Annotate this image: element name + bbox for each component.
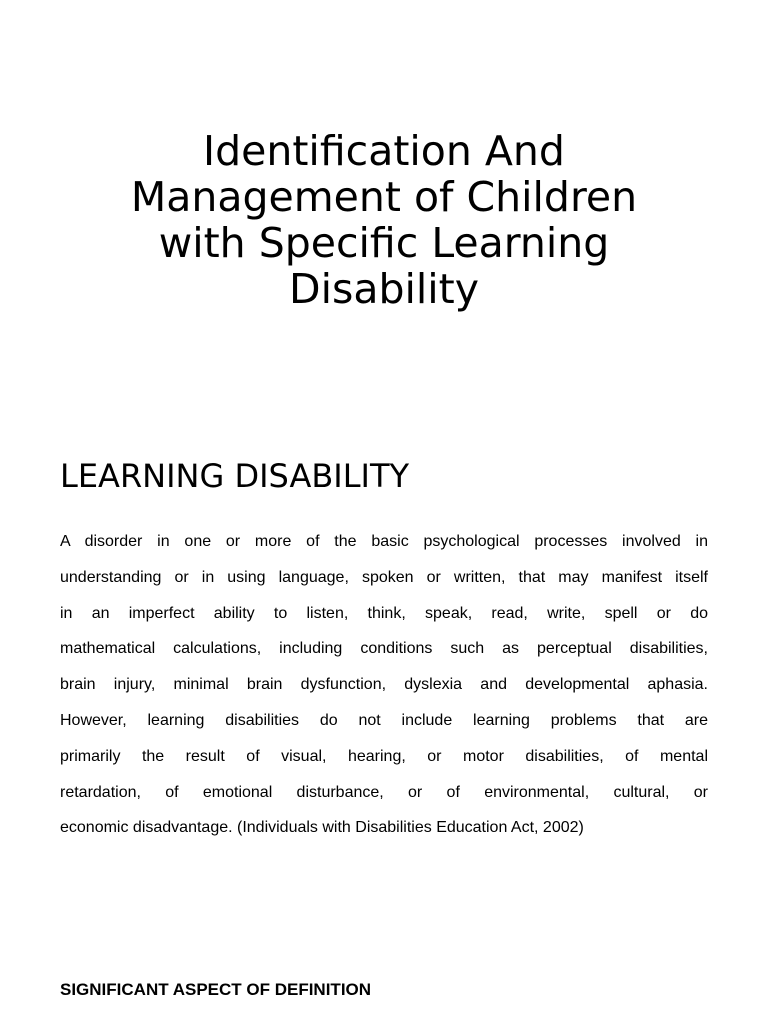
paragraph-line: brain injury, minimal brain dysfunction, dyslexia and developmental aphasia. (60, 676, 708, 694)
title-line: Disability (289, 265, 479, 313)
paragraph-line: retardation, of emotional disturbance, or of environmental, cultural, or (60, 783, 708, 801)
paragraph-line: mathematical calculations, including conditions such as perceptual disabilities, (60, 640, 708, 658)
subsection-heading: SIGNIFICANT ASPECT OF DEFINITION (60, 980, 372, 999)
title-line: Management of Children (130, 173, 638, 221)
paragraph-line: in an imperfect ability to listen, think, speak, read, write, spell or do (60, 604, 708, 622)
paragraph-line: economic disadvantage. (Individuals with Disabilities Education Act, 2002) (60, 819, 584, 837)
paragraph-line: understanding or in using language, spoken or written, that may manifest itself (60, 568, 708, 586)
definition-paragraph (60, 524, 708, 846)
title-line: Identification And (203, 127, 565, 175)
title-line: with Specific Learning (158, 219, 610, 267)
paragraph-line: A disorder in one or more of the basic psychological processes involved in (60, 533, 708, 550)
paragraph-line: primarily the result of visual, hearing, or motor disabilities, of mental (60, 747, 708, 765)
document-title (60, 128, 708, 312)
paragraph-line: However, learning disabilities do not include learning problems that are (60, 711, 708, 729)
section-heading: LEARNING DISABILITY (60, 457, 410, 495)
